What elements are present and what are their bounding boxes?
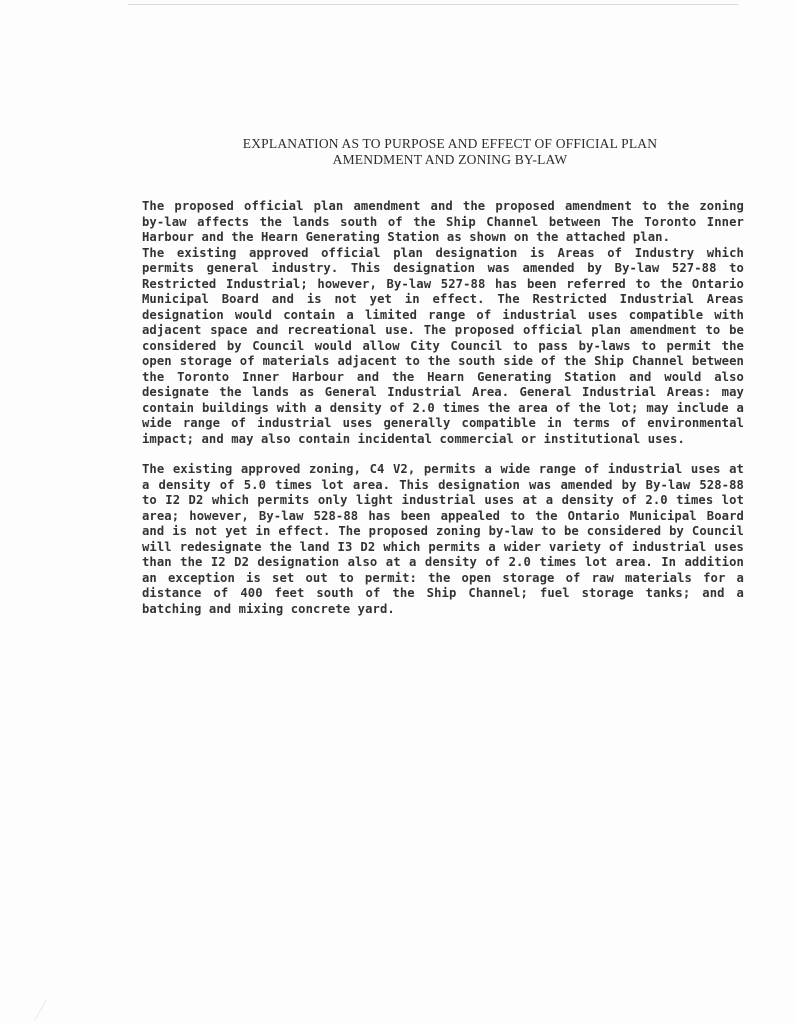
document-title — [150, 136, 750, 168]
paragraph-3: The existing approved zoning, C4 V2, permits a wide range of industrial uses at a density of 5.0 times lot area. This designation was amended by By-law 528-88 to I2 D2 which permits only light industrial uses at a density of 2.0 times lot area; however, By-law 528-88 has been appealed to the Ontario Municipal Board and is not yet in effect. The proposed zoning by-law to be considered by Council will redesignate the land I3 D2 which permits a wider variety of industrial uses than the I2 D2 designation also at a density of 2.0 times lot area. In addition an exception is set out to permit: the open storage of raw materials for a distance of 400 feet south of the Ship Channel; fuel storage tanks; and a batching and mixing concrete yard. — [142, 462, 744, 616]
document-body — [142, 199, 744, 617]
paragraph-2: The existing approved official plan designation is Areas of Industry which permits general industry. This designation was amended by By-law 527-88 to Restricted Industrial; however, By-law 527-88 has been referred to the Ontario Municipal Board and is not yet in effect. The Restricted Industrial Areas designation would contain a limited range of industrial uses compatible with adjacent space and recreational use. The proposed official plan amendment to be considered by Council would allow City Council to pass by-laws to permit the open storage of materials adjacent to the south side of the Ship Channel between the Toronto Inner Harbour and the Hearn Generating Station and would also designate the lands as General Industrial Area. General Industrial Areas: may contain buildings with a density of 2.0 times the area of the lot; may include a wide range of industrial uses generally compatible in terms of environmental impact; and may also contain incidental commercial or institutional uses. — [142, 245, 744, 446]
title-line-1: EXPLANATION AS TO PURPOSE AND EFFECT OF OFFICIAL PLAN — [242, 136, 658, 151]
paragraph-1: The proposed official plan amendment and the proposed amendment to the zoning by-law affects the lands south of the Ship Channel between The Toronto Inner Harbour and the Hearn Generating Station as shown on the attached plan. — [142, 199, 744, 244]
title-line-2: AMENDMENT AND ZONING BY-LAW — [332, 152, 568, 167]
paragraph-spacer — [142, 447, 744, 462]
top-scan-edge — [128, 4, 738, 5]
scan-corner-mark — [34, 1000, 77, 1020]
